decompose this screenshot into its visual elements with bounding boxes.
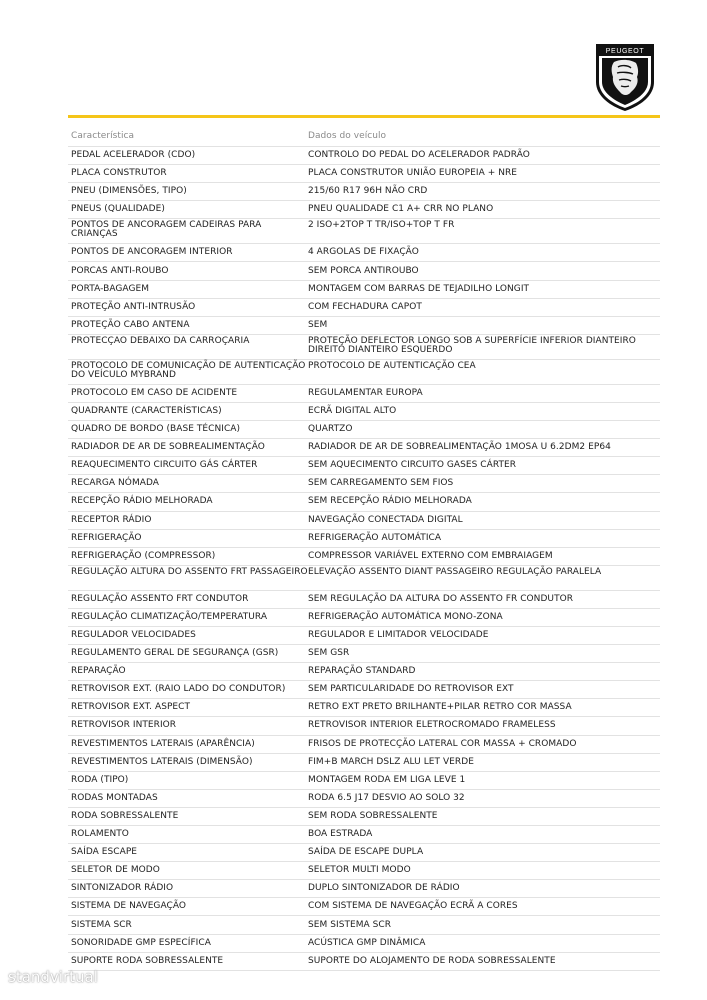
vehicle-data-cell: COM SISTEMA DE NAVEGAÇÃO ECRÃ A CORES bbox=[308, 901, 518, 912]
characteristic-cell: RECEPÇÃO RÁDIO MELHORADA bbox=[71, 496, 213, 507]
table-row bbox=[68, 512, 660, 530]
vehicle-data-cell: PROTEÇÃO DEFLECTOR LONGO SOB A SUPERFÍCIE INFERIOR DIANTEIRO DIREITO DIANTEIRO ESQUERDO bbox=[308, 335, 636, 355]
characteristic-cell: PNEU (DIMENSÕES, TIPO) bbox=[71, 186, 187, 197]
vehicle-data-cell: REFRIGERAÇÃO AUTOMÁTICA MONO-ZONA bbox=[308, 611, 503, 622]
characteristic-cell: REGULAMENTO GERAL DE SEGURANÇA (GSR) bbox=[71, 648, 279, 659]
vehicle-data-cell: MONTAGEM COM BARRAS DE TEJADILHO LONGIT bbox=[308, 283, 530, 294]
characteristic-cell: REGULAÇÃO CLIMATIZAÇÃO/TEMPERATURA bbox=[71, 611, 268, 622]
characteristic-cell: PEDAL ACELERADOR (CDO) bbox=[71, 150, 196, 161]
characteristic-cell: PONTOS DE ANCORAGEM INTERIOR bbox=[71, 247, 233, 258]
table-row bbox=[68, 880, 660, 898]
table-row bbox=[68, 717, 660, 735]
vehicle-data-cell: RETRO EXT PRETO BRILHANTE+PILAR RETRO COR MASSA bbox=[308, 702, 572, 713]
characteristic-cell: SISTEMA SCR bbox=[71, 919, 132, 930]
vehicle-data-cell: RETROVISOR INTERIOR ELETROCROMADO FRAMELESS bbox=[308, 720, 556, 731]
table-row bbox=[68, 609, 660, 627]
vehicle-data-cell: COMPRESSOR VARIÁVEL EXTERNO COM EMBRAIAGEM bbox=[308, 550, 553, 561]
characteristic-cell: PROTOCOLO DE COMUNICAÇÃO DE AUTENTICAÇÃO DO VEÍCULO MYBRAND bbox=[71, 360, 306, 380]
vehicle-data-cell: DUPLO SINTONIZADOR DE RÁDIO bbox=[308, 883, 460, 894]
characteristic-cell: RECEPTOR RÁDIO bbox=[71, 514, 152, 525]
vehicle-data-cell: SEM SISTEMA SCR bbox=[308, 919, 392, 930]
vehicle-data-cell: FIM+B MARCH DSLZ ALU LET VERDE bbox=[308, 756, 474, 767]
table-row bbox=[68, 808, 660, 826]
table-row bbox=[68, 645, 660, 663]
table-row bbox=[68, 736, 660, 754]
table-header bbox=[68, 126, 660, 147]
column-header-characteristic: Característica bbox=[71, 130, 135, 141]
characteristic-cell: PORCAS ANTI-ROUBO bbox=[71, 265, 169, 276]
characteristic-cell: RECARGA NÓMADA bbox=[71, 478, 159, 489]
vehicle-data-cell: 215/60 R17 96H NÃO CRD bbox=[308, 186, 428, 197]
table-row bbox=[68, 183, 660, 201]
table-row bbox=[68, 663, 660, 681]
characteristic-cell: PROTECÇAO DEBAIXO DA CARROÇARIA bbox=[71, 335, 250, 346]
vehicle-data-cell: SEM RODA SOBRESSALENTE bbox=[308, 810, 438, 821]
vehicle-data-cell: RODA 6.5 J17 DESVIO AO SOLO 32 bbox=[308, 792, 465, 803]
vehicle-data-cell: REFRIGERAÇÃO AUTOMÁTICA bbox=[308, 532, 442, 543]
table-row bbox=[68, 244, 660, 262]
characteristic-cell: ROLAMENTO bbox=[71, 829, 129, 840]
table-row bbox=[68, 165, 660, 183]
peugeot-logo bbox=[590, 40, 660, 112]
table-row bbox=[68, 439, 660, 457]
vehicle-data-cell: MONTAGEM RODA EM LIGA LEVE 1 bbox=[308, 774, 466, 785]
vehicle-data-cell: SUPORTE DO ALOJAMENTO DE RODA SOBRESSALENTE bbox=[308, 955, 556, 966]
characteristic-cell: REGULAÇÃO ASSENTO FRT CONDUTOR bbox=[71, 593, 249, 604]
characteristic-cell: SINTONIZADOR RÁDIO bbox=[71, 883, 174, 894]
characteristic-cell: SISTEMA DE NAVEGAÇÃO bbox=[71, 901, 187, 912]
table-row bbox=[68, 844, 660, 862]
vehicle-data-cell: 2 ISO+2TOP T TR/ISO+TOP T FR bbox=[308, 220, 455, 231]
table-row bbox=[68, 403, 660, 421]
characteristic-cell: RODA (TIPO) bbox=[71, 774, 129, 785]
characteristic-cell: PONTOS DE ANCORAGEM CADEIRAS PARA CRIANÇAS bbox=[71, 220, 262, 240]
vehicle-data-cell: SAÍDA DE ESCAPE DUPLA bbox=[308, 847, 424, 858]
characteristic-cell: QUADRO DE BORDO (BASE TÉCNICA) bbox=[71, 424, 241, 435]
characteristic-cell: REGULAÇÃO ALTURA DO ASSENTO FRT PASSAGEIRO bbox=[71, 566, 308, 577]
table-row bbox=[68, 548, 660, 566]
table-row bbox=[68, 457, 660, 475]
table-row bbox=[68, 790, 660, 808]
characteristic-cell: REAQUECIMENTO CIRCUITO GÁS CÁRTER bbox=[71, 460, 258, 471]
characteristic-cell: REVESTIMENTOS LATERAIS (APARÊNCIA) bbox=[71, 738, 255, 749]
characteristic-cell: RETROVISOR EXT. ASPECT bbox=[71, 702, 191, 713]
characteristic-cell: PROTEÇÃO ANTI-INTRUSÃO bbox=[71, 301, 196, 312]
vehicle-data-cell: SEM RECEPÇÃO RÁDIO MELHORADA bbox=[308, 496, 472, 507]
vehicle-data-cell: PNEU QUALIDADE C1 A+ CRR NO PLANO bbox=[308, 204, 494, 215]
vehicle-data-cell: SELETOR MULTI MODO bbox=[308, 865, 411, 876]
characteristic-cell: RADIADOR DE AR DE SOBREALIMENTAÇÃO bbox=[71, 442, 265, 453]
column-header-vehicle-data: Dados do veículo bbox=[308, 130, 387, 141]
table-row bbox=[68, 385, 660, 403]
table-row bbox=[68, 421, 660, 439]
table-row bbox=[68, 681, 660, 699]
table-row bbox=[68, 826, 660, 844]
vehicle-data-cell: REGULAMENTAR EUROPA bbox=[308, 387, 423, 398]
table-row bbox=[68, 772, 660, 790]
characteristic-cell: RODAS MONTADAS bbox=[71, 792, 158, 803]
vehicle-data-cell: ECRÃ DIGITAL ALTO bbox=[308, 405, 397, 416]
watermark-logo: standvirtual bbox=[8, 968, 98, 986]
table-row bbox=[68, 916, 660, 934]
table-row bbox=[68, 317, 660, 335]
characteristic-cell: REGULADOR VELOCIDADES bbox=[71, 630, 196, 641]
characteristic-cell: RETROVISOR INTERIOR bbox=[71, 720, 177, 731]
table-row bbox=[68, 627, 660, 645]
characteristic-cell: PROTEÇÃO CABO ANTENA bbox=[71, 319, 190, 330]
table-row bbox=[68, 699, 660, 717]
characteristic-cell: REPARAÇÃO bbox=[71, 666, 126, 677]
characteristic-cell: PNEUS (QUALIDADE) bbox=[71, 204, 165, 215]
table-row bbox=[68, 493, 660, 511]
table-row bbox=[68, 754, 660, 772]
characteristic-cell: PROTOCOLO EM CASO DE ACIDENTE bbox=[71, 387, 238, 398]
table-row bbox=[68, 360, 660, 385]
characteristic-cell: REFRIGERAÇÃO (COMPRESSOR) bbox=[71, 550, 216, 561]
table-row bbox=[68, 262, 660, 280]
header-rule bbox=[68, 115, 660, 118]
vehicle-data-cell: SEM AQUECIMENTO CIRCUITO GASES CÁRTER bbox=[308, 460, 517, 471]
vehicle-data-cell: COM FECHADURA CAPOT bbox=[308, 301, 422, 312]
characteristic-cell: PORTA-BAGAGEM bbox=[71, 283, 150, 294]
vehicle-data-cell: PROTOCOLO DE AUTENTICAÇÃO CEA bbox=[308, 360, 476, 371]
vehicle-data-cell: NAVEGAÇÃO CONECTADA DIGITAL bbox=[308, 514, 463, 525]
vehicle-data-cell: 4 ARGOLAS DE FIXAÇÃO bbox=[308, 247, 419, 258]
table-row bbox=[68, 147, 660, 165]
logo-text: PEUGEOT bbox=[605, 48, 645, 55]
vehicle-data-cell: REGULADOR E LIMITADOR VELOCIDADE bbox=[308, 630, 489, 641]
vehicle-data-cell: SEM GSR bbox=[308, 648, 350, 659]
vehicle-data-cell: REPARAÇÃO STANDARD bbox=[308, 666, 416, 677]
vehicle-data-cell: SEM REGULAÇÃO DA ALTURA DO ASSENTO FR CONDUTOR bbox=[308, 593, 574, 604]
table-row bbox=[68, 281, 660, 299]
characteristic-cell: SUPORTE RODA SOBRESSALENTE bbox=[71, 955, 224, 966]
spec-table bbox=[68, 126, 660, 971]
vehicle-data-cell: SEM CARREGAMENTO SEM FIOS bbox=[308, 478, 454, 489]
vehicle-data-cell: ACÚSTICA GMP DINÂMICA bbox=[308, 937, 426, 948]
table-row bbox=[68, 953, 660, 971]
table-row bbox=[68, 566, 660, 591]
table-row bbox=[68, 898, 660, 916]
vehicle-data-cell: SEM PORCA ANTIROUBO bbox=[308, 265, 419, 276]
vehicle-data-cell: FRISOS DE PROTECÇÃO LATERAL COR MASSA + CROMADO bbox=[308, 738, 577, 749]
table-row bbox=[68, 335, 660, 360]
vehicle-data-cell: SEM bbox=[308, 319, 328, 330]
characteristic-cell: RODA SOBRESSALENTE bbox=[71, 810, 179, 821]
vehicle-data-cell: CONTROLO DO PEDAL DO ACELERADOR PADRÃO bbox=[308, 150, 530, 161]
characteristic-cell: SAÍDA ESCAPE bbox=[71, 847, 138, 858]
vehicle-data-cell: QUARTZO bbox=[308, 424, 353, 435]
table-row bbox=[68, 299, 660, 317]
vehicle-data-cell: SEM PARTICULARIDADE DO RETROVISOR EXT bbox=[308, 684, 514, 695]
table-row bbox=[68, 475, 660, 493]
table-body bbox=[68, 147, 660, 971]
characteristic-cell: SONORIDADE GMP ESPECÍFICA bbox=[71, 937, 211, 948]
characteristic-cell: PLACA CONSTRUTOR bbox=[71, 168, 167, 179]
table-row bbox=[68, 530, 660, 548]
characteristic-cell: REVESTIMENTOS LATERAIS (DIMENSÃO) bbox=[71, 756, 253, 767]
vehicle-data-cell: ELEVAÇÃO ASSENTO DIANT PASSAGEIRO REGULAÇÃO PARALELA bbox=[308, 566, 602, 577]
table-row bbox=[68, 219, 660, 244]
table-row bbox=[68, 935, 660, 953]
vehicle-data-cell: BOA ESTRADA bbox=[308, 829, 373, 840]
vehicle-data-cell: PLACA CONSTRUTOR UNIÃO EUROPEIA + NRE bbox=[308, 168, 518, 179]
characteristic-cell: SELETOR DE MODO bbox=[71, 865, 160, 876]
characteristic-cell: RETROVISOR EXT. (RAIO LADO DO CONDUTOR) bbox=[71, 684, 286, 695]
table-row bbox=[68, 862, 660, 880]
characteristic-cell: QUADRANTE (CARACTERÍSTICAS) bbox=[71, 405, 222, 416]
vehicle-data-cell: RADIADOR DE AR DE SOBREALIMENTAÇÃO 1MOSA U 6.2DM2 EP64 bbox=[308, 442, 611, 453]
table-row bbox=[68, 201, 660, 219]
table-row bbox=[68, 591, 660, 609]
characteristic-cell: REFRIGERAÇÃO bbox=[71, 532, 142, 543]
